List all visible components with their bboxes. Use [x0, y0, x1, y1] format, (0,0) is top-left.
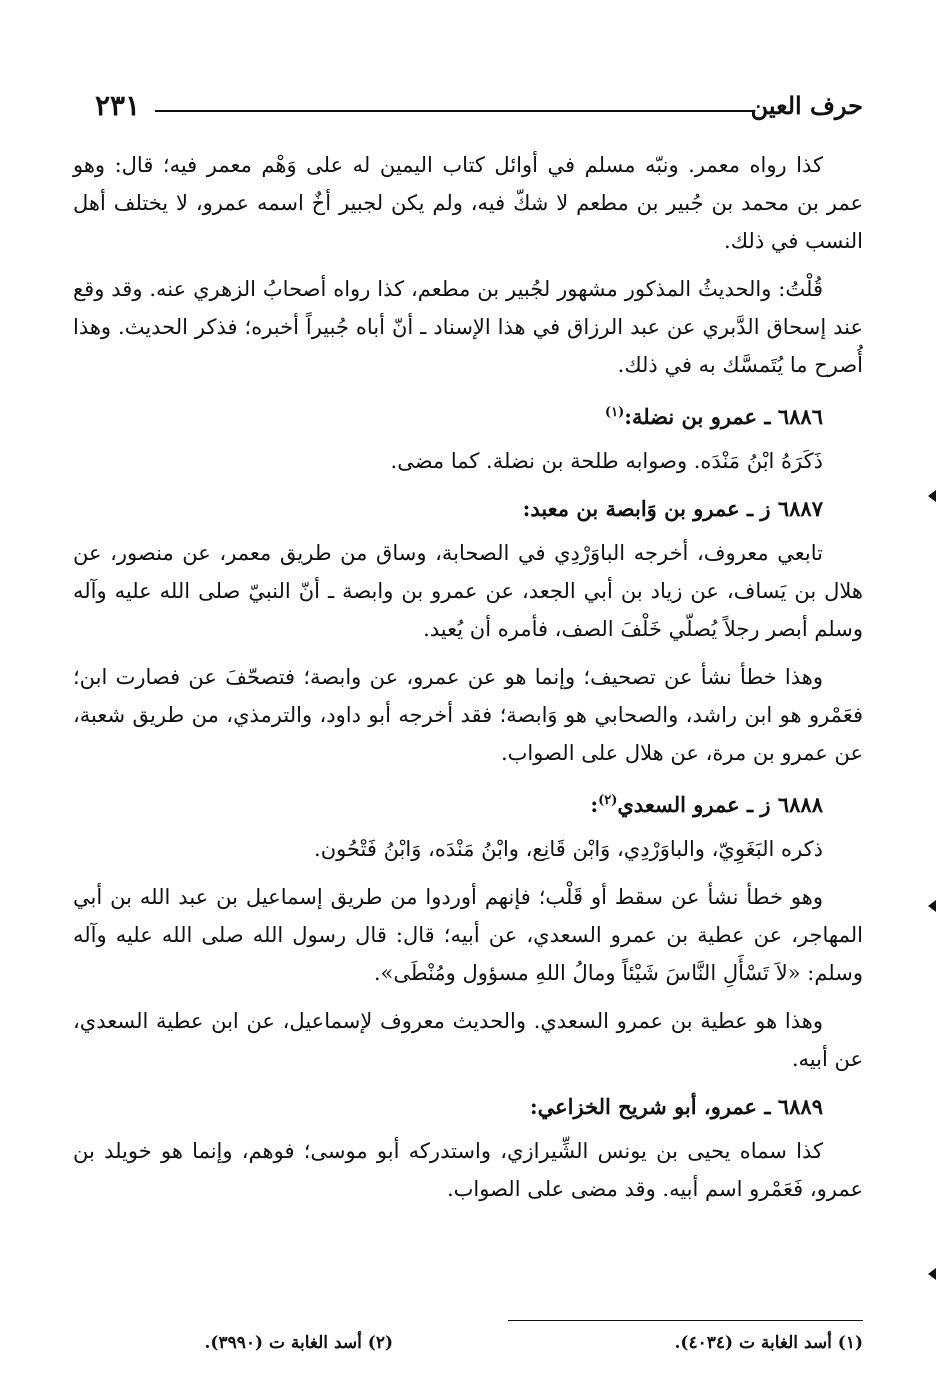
page-body — [73, 146, 863, 1218]
paragraph: وهذا هو عطية بن عمرو السعدي. والحديث معروف لإسماعيل، عن ابن عطية السعدي، عن أبيه. — [73, 1009, 863, 1071]
paragraph: كذا سماه يحيى بن يونس الشِّيرازي، واستدركه أبو موسى؛ فوهم، وإنما هو خويلد بن عمرو، فَعَمْرو اسم أبيه. وقد مضى على الصواب. — [73, 1139, 863, 1201]
entry-heading-6886: ٦٨٨٦ ـ عمرو بن نضلة:$^{(١)}$ — [604, 404, 823, 429]
paragraph: كذا رواه معمر. ونبّه مسلم في أوائل كتاب اليمين له على وَهْم معمر فيه؛ قال: وهو عمر بن محمد بن جُبير بن مطعم لا شكّ فيه، ولم يكن لجبير أخٌ اسمه عمرو، لا يختلف أهل النسب في ذلك. — [73, 153, 863, 253]
entry-heading-6888: ٦٨٨٨ ز ـ عمرو السعدي$^{(٢)}$: — [590, 792, 823, 817]
paragraph: تابعي معروف، أخرجه الباوَرْدِي في الصحابة، وساق من طريق معمر، عن منصور، عن هلال بن يَساف، عن زياد بن أبي الجعد، عن عمرو بن وابصة ـ أنّ النبيّ صلى الله عليه وآله وسلم أبصر رجلاً يُصلّي خَلْفَ الصف، فأمره أن يُعيد. — [73, 541, 863, 641]
paragraph: وهذا خطأ نشأ عن تصحيف؛ وإنما هو عن عمرو، عن وابصة؛ فتصحّفَ عن فصارت ابن؛ فعَمْرو هو ابن راشد، والصحابي هو وَابصة؛ فقد أخرجه أبو داود، والترمذي، من طريق شعبة، عن عمرو بن مرة، عن هلال على الصواب. — [73, 665, 863, 765]
paragraph: ذَكَرَهُ ابْنُ مَنْدَه. وصوابه طلحة بن نضلة. كما مضى. — [390, 449, 823, 473]
paragraph: وهو خطأ نشأ عن سقط أو قَلْب؛ فإنهم أوردوا من طريق إسماعيل بن عبد الله بن أبي المهاجر، عن عطية بن عمرو السعدي، عن أبيه؛ قال: قال رسول الله صلى الله عليه وآله وسلم: «لاَ تَسْأَلِ النَّاسَ شَيْئاً ومالُ اللهِ مسؤول ومُنْطَى». — [73, 885, 863, 985]
paragraph: ذكره البَغَوِيّ، والباوَرْدِي، وَابْن قَانِع، وابْنُ مَنْدَه، وَابْنُ فَتْحُون. — [314, 837, 823, 861]
paragraph: قُلْتُ: والحديثُ المذكور مشهور لجُبير بن مطعم، كذا رواه أصحابُ الزهري عنه. وقد وقع عند إسحاق الدَّبري عن عبد الرزاق في هذا الإسناد ـ أنّ أباه جُبيراً أخبره؛ فذكر الحديث. وهذا أُصرح ما يُتَمسَّك به في ذلك. — [73, 277, 863, 377]
footnote-rule — [508, 1320, 863, 1321]
page-header — [95, 88, 863, 124]
header-rule — [155, 110, 753, 112]
margin-mark — [928, 490, 936, 502]
footnote-2: (٢) أسد الغابة ت (٣٩٩٠). — [204, 1333, 393, 1353]
entry-heading-6887: ٦٨٨٧ ز ـ عمرو بن وَابصة بن معبد: — [522, 496, 823, 521]
page-number: ٢٣١ — [95, 89, 141, 122]
margin-mark — [928, 900, 936, 912]
running-title: حرف العين — [750, 91, 863, 120]
footnote-ref: (١) — [604, 405, 625, 420]
footnote-1: (١) أسد الغابة ت (٤٠٣٤). — [674, 1333, 863, 1353]
margin-mark — [928, 1268, 936, 1280]
footnote-ref: (٢) — [598, 793, 618, 808]
entry-heading-6889: ٦٨٨٩ ـ عمرو، أبو شريح الخزاعي: — [529, 1094, 823, 1119]
